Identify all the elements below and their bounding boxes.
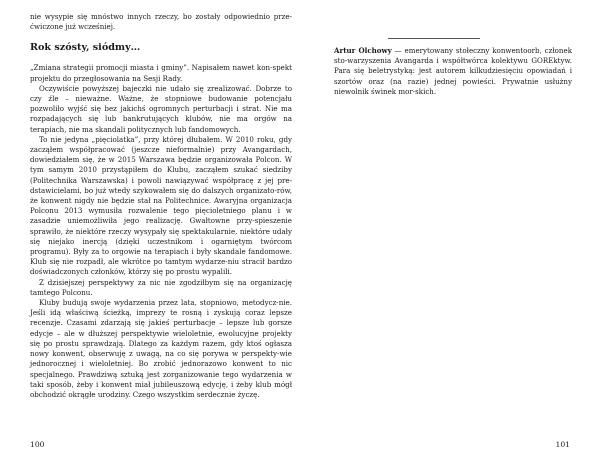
body-paragraph: To nie jedyna „pięciolatka”, przy której dłubałem. W 2010 roku, gdy zacząłem współpracować (jeszcze nieformalnie) przy Avangardach, dowiedziałem się, że w 2015 Warszawa będzie organizowała Polcon. W tym samym 2010 przystąpiłem do Klubu, zacząłem szukać siedziby (Politechnika Warszawska) i powoli nawiązywać współpracę z jej pre-dstawicielami, bo już wtedy szykowałem się do dalszych organizato-rów, że konwent nigdy nie będzie stał na Politechnice. Awaryjna organizacja Polconu 2013 wymusiła rozwalenie tego pięcioletniego planu i w zasadzie uniemożliwiła jego realizację. Gwałtowne przy-spieszenie sprawiło, że niektóre rzeczy wysypały się spektakularnie, niektóre udały się niejako inercją (dzięki uczestnikom i ogarniętym twórcom programu). Były za to orgowie na terapiach i były skandale fandomowe. Klub się nie rozpadł, ale wkrótce po tamtym wydarze-niu stracił bardzo doświadczonych członków, którzy się po prostu wypalili.: [30, 134, 292, 277]
author-bio: [334, 46, 572, 97]
continuation-paragraph: nie wysypie się mnóstwo innych rzeczy, bo zostały odpowiednio prze-ćwiczone już wcześniej.: [30, 12, 292, 32]
author-bio-text: — emerytowany stołeczny konwentoorb, członek sto-warzyszenia Avangarda i współtwórca kolektywu GOREktyw. Para się beletrystyką: jest autorem kilkudziesięciu opowiadań i szortów oraz (na razie) jednej powieści. Prywatnie usłużny niewolnik świnek mor-skich.: [334, 46, 572, 96]
body-paragraph: „Zmiana strategii promocji miasta i gminy”. Napisałem nawet kon-spekt projektu do przegłosowania na Sesji Rady.: [30, 63, 292, 83]
body-paragraph: Z dzisiejszej perspektywy za nic nie zgodziłbym się na organizację tamtego Polconu.: [30, 277, 292, 297]
page-number-left: 100: [30, 440, 45, 449]
left-page-text: [30, 12, 292, 400]
section-heading: Rok szósty, siódmy…: [30, 42, 141, 54]
body-paragraph: Oczywiście powyższej bajeczki nie udało się zrealizować. Dobrze to czy źle – nieważne. Ważne, że stopniowe budowanie potencjału pozwoliło wyjść się bez jakichś ogromnych perturbacji i strat. Nie ma rozpadających się lub bankrutujących klubów, nie ma orgów na terapiach, nie ma skandali politycznych lub fandomowych.: [30, 83, 292, 134]
author-name: Artur Olchowy: [334, 46, 392, 55]
bio-separator-rule: [388, 38, 480, 39]
page-number-right: 101: [555, 440, 570, 449]
body-paragraph: Kluby budują swoje wydarzenia przez lata, stopniowo, metodycz-nie. Jeśli idą właściwą ścieżką, imprezy te rosną i zyskują coraz lepsze recenzje. Czasami zdarzają się jakieś perturbacje – lepsze lub gorsze edycje – ale w dłuższej perspektywie wieloletnie, ewolucyjne projekty się po prostu sprawdzają. Dlatego za każdym razem, gdy ktoś ogłasza nowy konwent, obserwuję z uwagą, na co się porywa w perspekty-wie jednorocznej i wieloletniej. Bo zrobić jednorazowo konwent to nic specjalnego. Prawdziwą sztuką jest zorganizowanie tego wydarzenia w taki sposób, żeby i konwent miał jubileuszową edycję, i żeby klub mógł obchodzić okrągłe urodziny. Czego wszystkim serdecznie życzę.: [30, 298, 292, 399]
